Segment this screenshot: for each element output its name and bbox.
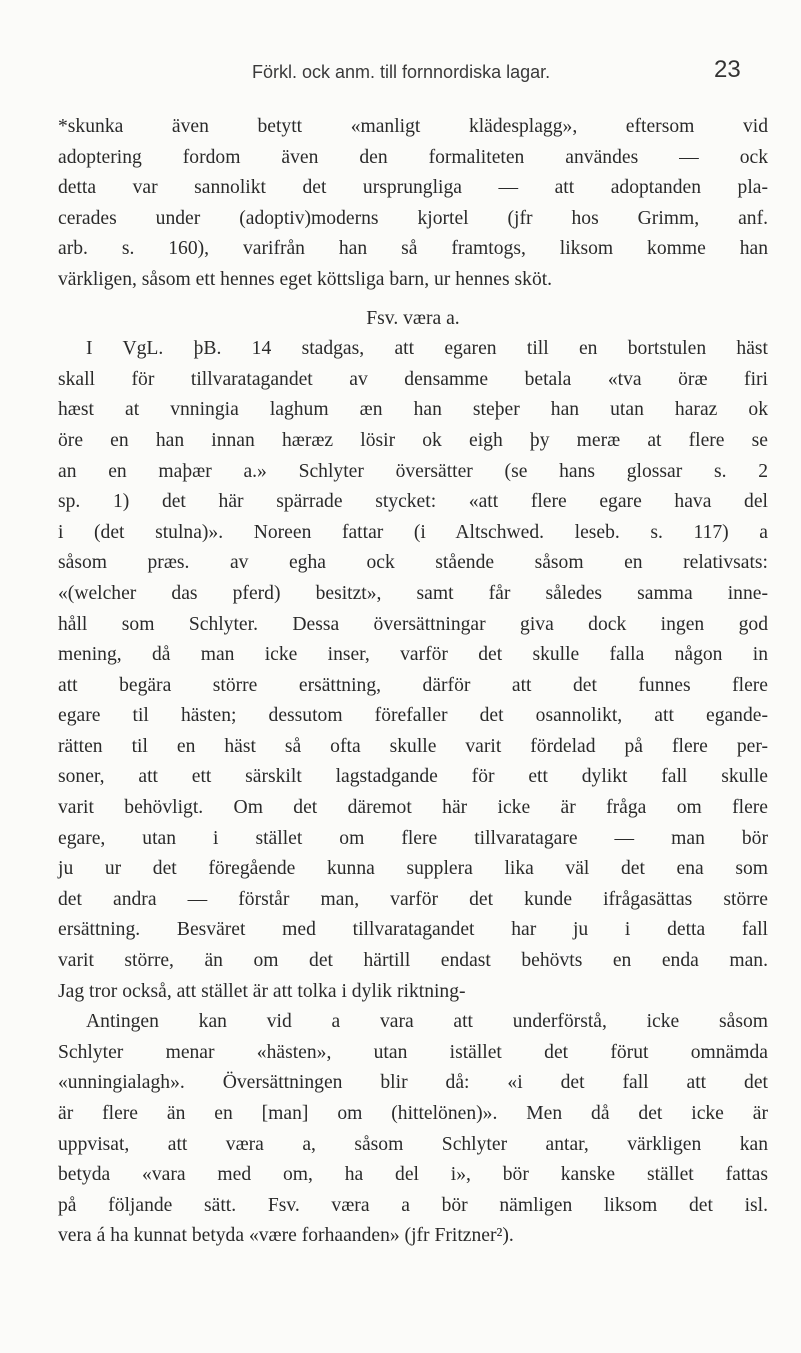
body-text xyxy=(58,112,768,1252)
text-line: soner, att ett särskilt lagstadgande för ett dylikt fall skulle xyxy=(58,766,768,788)
text-line: *skunka även betytt «manligt klädesplagg», eftersom vid xyxy=(58,116,768,137)
text-line: cerades under (adoptiv)moderns kjortel (jfr hos Grimm, anf. xyxy=(58,207,768,229)
text-line: det andra — förstår man, varför det kunde ifrågasättas större xyxy=(58,888,768,910)
running-head: Förkl. ock anm. till fornnordiska lagar. xyxy=(252,62,551,82)
text-line: att begära större ersättning, därför att det funnes flere xyxy=(58,674,768,696)
text-line: ju ur det föregående kunna supplera lika väl det ena som xyxy=(58,858,768,880)
text-line: vera á ha kunnat betyda «være forhaanden» (jfr Fritzner²). xyxy=(58,1225,514,1247)
text-line: egare, utan i stället om flere tillvaratagare — man bör xyxy=(58,827,768,849)
text-line: betyda «vara med om, ha del i», bör kanske stället fattas xyxy=(58,1164,768,1186)
text-line: detta var sannolikt det ursprungliga — att adoptanden pla- xyxy=(58,177,768,199)
text-line: i (det stulna)». Noreen fattar (i Altschwed. leseb. s. 117) a xyxy=(58,521,768,543)
text-line: I VgL. þB. 14 stadgas, att egaren till en bortstulen häst xyxy=(86,338,768,360)
text-line: varit större, än om det härtill endast behövts en enda man. xyxy=(58,950,768,972)
page-number: 23 xyxy=(714,56,741,83)
text-line: ersättning. Besväret med tillvaratagandet har ju i detta fall xyxy=(58,919,768,941)
text-line: Antingen kan vid a vara att underförstå, icke såsom xyxy=(86,1011,768,1033)
text-line: öre en han innan hæræz lösir ok eigh þy meræ at flere se xyxy=(58,429,768,451)
section-heading: Fsv. væra a. xyxy=(366,307,460,329)
text-line: rätten til en häst så ofta skulle varit fördelad på flere per- xyxy=(58,735,768,757)
text-line: egare til hästen; dessutom förefaller det osannolikt, att egande- xyxy=(58,705,768,727)
text-line: arb. s. 160), varifrån han så framtogs, liksom komme han xyxy=(58,238,768,260)
text-line: mening, då man icke inser, varför det skulle falla någon in xyxy=(58,644,768,666)
text-line: är flere än en [man] om (hittelönen)». Men då det icke är xyxy=(58,1103,768,1124)
page-header xyxy=(0,56,801,90)
text-line: på följande sätt. Fsv. væra a bör nämligen liksom det isl. xyxy=(58,1194,768,1216)
text-line: adoptering fordom även den formaliteten användes — ock xyxy=(58,146,768,168)
text-line: «(welcher das pferd) besitzt», samt får således samma inne- xyxy=(58,582,768,604)
text-line: sp. 1) det här spärrade stycket: «att flere egare hava del xyxy=(58,491,768,513)
text-line: hæst at vnningia laghum æn han steþer han utan haraz ok xyxy=(58,399,768,421)
text-line: varit behövligt. Om det däremot här icke är fråga om flere xyxy=(58,797,768,819)
text-line: såsom præs. av egha ock stående såsom en relativsats: xyxy=(58,552,768,574)
text-line: skall för tillvaratagandet av densamme betala «tva öræ firi xyxy=(58,368,768,390)
text-line: håll som Schlyter. Dessa översättningar giva dock ingen god xyxy=(58,613,768,635)
text-line: an en maþær a.» Schlyter översätter (se hans glossar s. 2 xyxy=(58,460,768,482)
text-line: Jag tror också, att stället är att tolka i dylik riktning- xyxy=(58,980,466,1002)
text-line: värkligen, såsom ett hennes eget köttsliga barn, ur hennes sköt. xyxy=(58,268,553,290)
text-line: «unningialagh». Översättningen blir då: «i det fall att det xyxy=(58,1072,768,1094)
text-line: Schlyter menar «hästen», utan istället det förut omnämda xyxy=(58,1041,768,1063)
text-line: uppvisat, att væra a, såsom Schlyter antar, värkligen kan xyxy=(58,1133,768,1155)
